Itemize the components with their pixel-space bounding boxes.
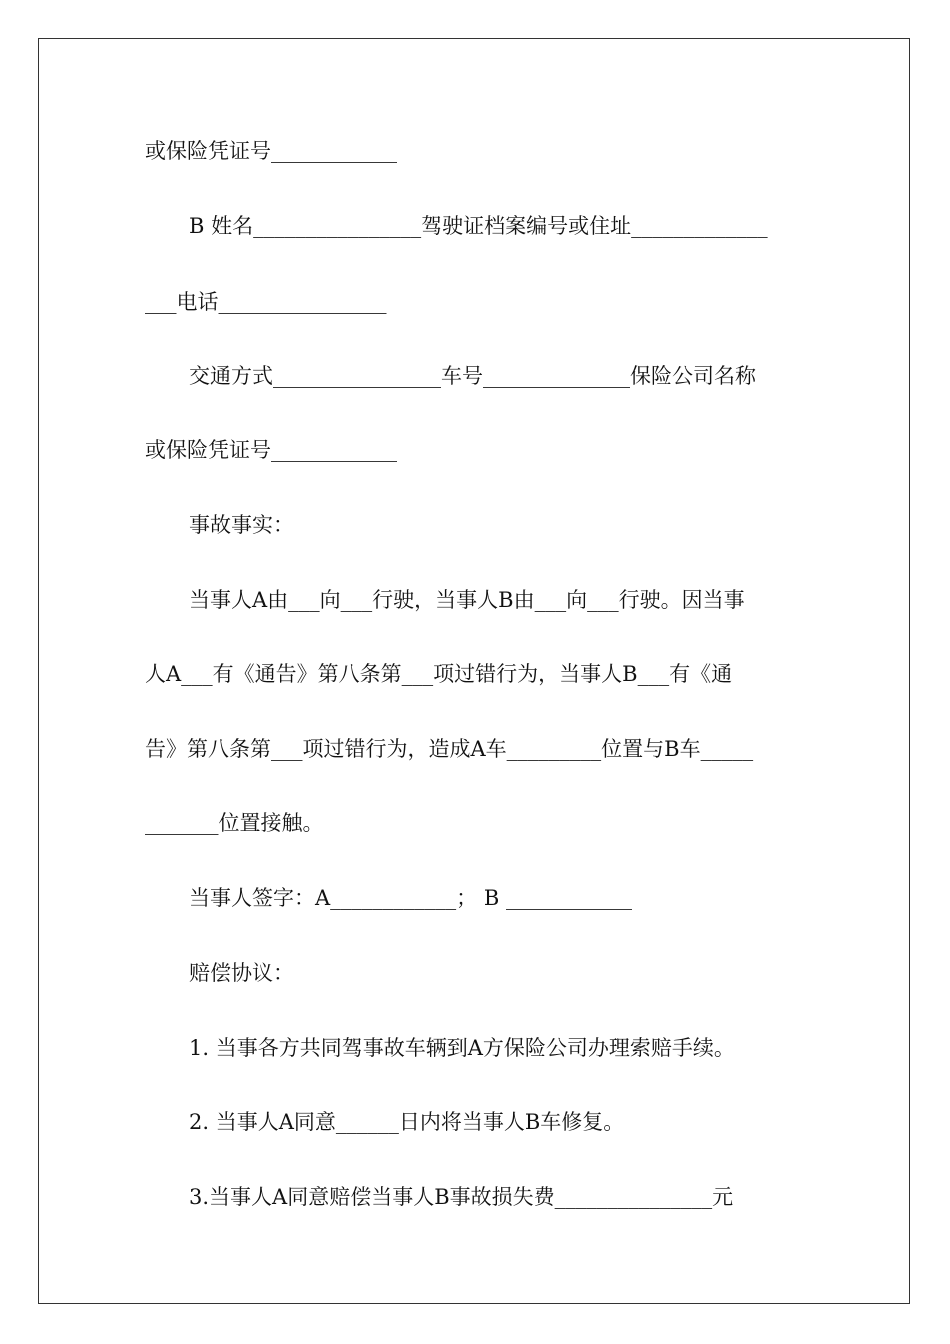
party-b-phone-line: ___电话________________ [145,290,387,314]
accident-facts-paragraph-4: _______位置接触。 [145,811,324,835]
accident-facts-paragraph-2: 人A___有《通告》第八条第___项过错行为，当事人B___有《通 [145,662,733,686]
insurance-certificate-line-b: 或保险凭证号____________ [145,438,397,462]
party-signature-line: 当事人签字：A____________； B ____________ [189,886,632,910]
accident-facts-paragraph-1: 当事人A由___向___行驶，当事人B由___向___行驶。因当事 [189,588,745,612]
insurance-certificate-line-a: 或保险凭证号____________ [145,139,397,163]
party-b-vehicle-line: 交通方式________________车号______________保险公司名称 [189,364,756,388]
compensation-agreement-heading: 赔偿协议： [189,961,294,985]
party-b-name-line: B 姓名________________驾驶证档案编号或住址_____________ [189,214,768,238]
agreement-item-3: 3.当事人A同意赔偿当事人B事故损失费_______________元 [189,1185,734,1209]
accident-facts-paragraph-3: 告》第八条第___项过错行为，造成A车_________位置与B车_____ [145,737,754,761]
agreement-item-1: 1. 当事各方共同驾事故车辆到A方保险公司办理索赔手续。 [189,1036,735,1060]
accident-facts-heading: 事故事实： [189,513,294,537]
agreement-item-2: 2. 当事人A同意______日内将当事人B车修复。 [189,1110,625,1134]
